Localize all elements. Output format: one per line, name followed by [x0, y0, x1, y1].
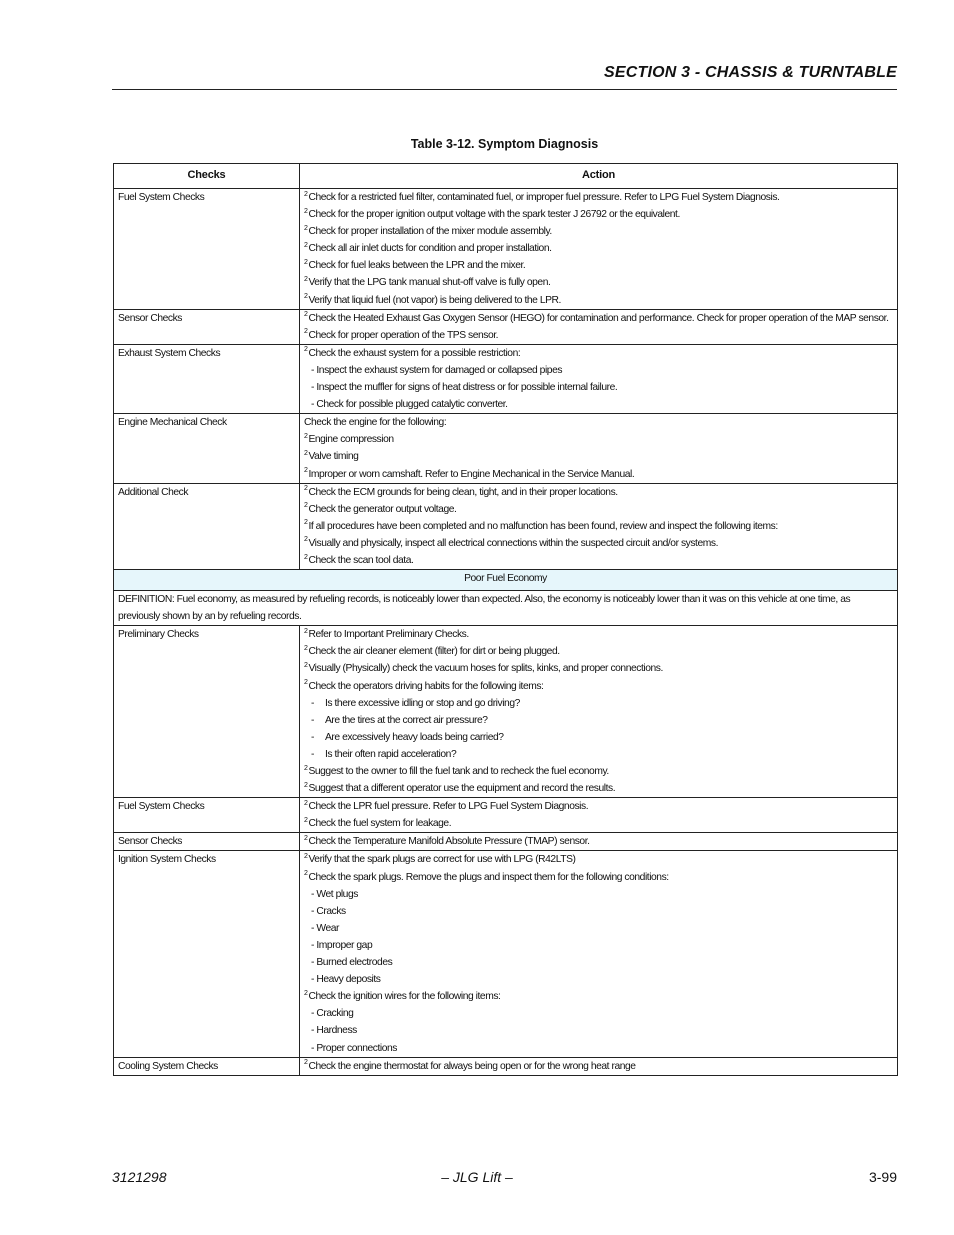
- table-row: [114, 189, 898, 310]
- action-line: [304, 712, 893, 729]
- action-line: [304, 206, 893, 223]
- action-line: [304, 223, 893, 240]
- action-text: Check for a restricted fuel filter, contaminated fuel, or improper fuel pressure. Refer to LPG Fuel System Diagnosis.: [308, 192, 780, 203]
- action-line: [304, 988, 893, 1005]
- action-line: [304, 971, 893, 988]
- bullet-marker: 2: [304, 870, 308, 878]
- action-text: - Burned electrodes: [311, 957, 393, 969]
- bullet-marker: 2: [304, 485, 308, 493]
- table-row: [114, 851, 898, 1057]
- action-cell: [300, 626, 898, 798]
- action-line: [304, 833, 893, 850]
- action-text: Are the tires at the correct air pressure?: [325, 714, 488, 726]
- dash-marker: -: [311, 714, 314, 726]
- bullet-marker: 2: [304, 224, 308, 232]
- action-line: [304, 327, 893, 344]
- poor-fuel-economy-section: [114, 570, 898, 626]
- action-text: Visually and physically, inspect all electrical connections within the suspected circuit and/or systems.: [308, 537, 718, 549]
- check-cell: Ignition System Checks: [114, 851, 300, 1057]
- bullet-marker: 2: [304, 311, 308, 319]
- action-text: Check the LPR fuel pressure. Refer to LPG Fuel System Diagnosis.: [308, 801, 589, 813]
- action-line: [304, 552, 893, 569]
- column-header-checks: Checks: [114, 164, 300, 189]
- bullet-marker: 2: [304, 276, 308, 284]
- action-line: [304, 448, 893, 465]
- action-text: Check for the proper ignition output voltage with the spark tester J 26792 or the equivalent.: [308, 209, 680, 221]
- action-line: [304, 678, 893, 695]
- action-text: Is their often rapid acceleration?: [325, 748, 457, 760]
- bullet-marker: 2: [304, 627, 308, 635]
- table-row: [114, 798, 898, 833]
- section-title: SECTION 3 - CHASSIS & TURNTABLE: [603, 64, 897, 81]
- action-text: Suggest to the owner to fill the fuel tank and to recheck the fuel economy.: [308, 766, 609, 777]
- table-banner-row: [114, 570, 898, 591]
- action-text: Check the Temperature Manifold Absolute Pressure (TMAP) sensor.: [308, 836, 590, 848]
- bullet-marker: 2: [304, 781, 308, 789]
- table-row: [114, 483, 898, 569]
- bullet-marker: 2: [304, 190, 308, 198]
- action-cell: [300, 344, 898, 413]
- check-cell: Sensor Checks: [114, 833, 300, 851]
- action-text: Suggest that a different operator use the equipment and record the results.: [308, 783, 616, 795]
- action-line: [304, 746, 893, 763]
- action-line: [304, 414, 893, 431]
- action-text: Improper or worn camshaft. Refer to Engine Mechanical in the Service Manual.: [308, 468, 635, 480]
- footer-doc-number: 3121298: [112, 1169, 167, 1185]
- definition-row: [114, 591, 898, 626]
- dash-marker: -: [311, 748, 314, 760]
- dash-marker: -: [311, 697, 314, 709]
- action-line: [304, 292, 893, 309]
- table-row: [114, 1057, 898, 1075]
- bullet-marker: 2: [304, 853, 308, 861]
- table-body-section-2: [114, 626, 898, 1075]
- footer-brand: – JLG Lift –: [441, 1169, 513, 1185]
- action-text: Check the engine for the following:: [304, 417, 447, 429]
- action-line: [304, 345, 893, 362]
- bullet-marker: 2: [304, 519, 308, 527]
- check-cell: Exhaust System Checks: [114, 344, 300, 413]
- action-text: Check the engine thermostat for always being open or for the wrong heat range: [308, 1060, 636, 1072]
- action-line: [304, 379, 893, 396]
- check-cell: Fuel System Checks: [114, 798, 300, 833]
- action-text: - Improper gap: [311, 939, 373, 951]
- action-text: - Cracks: [311, 905, 346, 917]
- action-text: Check the ignition wires for the following items:: [308, 991, 501, 1003]
- action-line: [304, 815, 893, 832]
- action-text: Check for proper operation of the TPS sensor.: [308, 329, 499, 341]
- check-cell: Engine Mechanical Check: [114, 414, 300, 483]
- action-cell: [300, 833, 898, 851]
- action-line: [304, 954, 893, 971]
- table-caption: Table 3-12. Symptom Diagnosis: [410, 137, 599, 151]
- action-text: Check the Heated Exhaust Gas Oxygen Sensor (HEGO) for contamination and performance. Check for proper operation of the MAP sensor.: [308, 312, 889, 324]
- bullet-marker: 2: [304, 502, 308, 510]
- bullet-marker: 2: [304, 1059, 308, 1067]
- bullet-marker: 2: [304, 644, 308, 652]
- action-line: [304, 1040, 893, 1057]
- symptom-diagnosis-table: [113, 163, 898, 1076]
- action-line: [304, 729, 893, 746]
- column-header-action: Action: [300, 164, 898, 189]
- action-line: [304, 643, 893, 660]
- action-line: [304, 1022, 893, 1039]
- check-cell: Additional Check: [114, 483, 300, 569]
- action-text: Check the air cleaner element (filter) for dirt or being plugged.: [308, 646, 560, 658]
- footer-page-number: 3-99: [868, 1169, 897, 1185]
- banner-poor-fuel-economy: Poor Fuel Economy: [114, 570, 898, 591]
- action-line: [304, 763, 893, 780]
- bullet-marker: 2: [304, 536, 308, 544]
- header-divider: [112, 89, 897, 90]
- table-row: [114, 344, 898, 413]
- action-text: Engine compression: [308, 434, 394, 446]
- bullet-marker: 2: [304, 679, 308, 687]
- check-cell: Cooling System Checks: [114, 1057, 300, 1075]
- action-text: Check the spark plugs. Remove the plugs and inspect them for the following conditions:: [308, 871, 669, 883]
- action-text: - Inspect the muffler for signs of heat distress or for possible internal failure.: [311, 382, 618, 394]
- action-text: - Heavy deposits: [311, 974, 381, 986]
- action-line: [304, 1058, 893, 1075]
- action-line: [304, 310, 893, 327]
- action-line: [304, 274, 893, 291]
- action-line: [304, 886, 893, 903]
- table-header-row: [114, 164, 898, 189]
- table-row: [114, 626, 898, 798]
- action-text: - Hardness: [311, 1025, 357, 1037]
- check-cell: Fuel System Checks: [114, 189, 300, 310]
- bullet-marker: 2: [304, 799, 308, 807]
- action-text: Check the fuel system for leakage.: [308, 818, 452, 830]
- action-cell: [300, 1057, 898, 1075]
- action-line: [304, 466, 893, 483]
- action-cell: [300, 309, 898, 344]
- bullet-marker: 2: [304, 989, 308, 997]
- action-line: [304, 431, 893, 448]
- action-line: [304, 626, 893, 643]
- action-text: Check the generator output voltage.: [308, 503, 457, 515]
- bullet-marker: 2: [304, 207, 308, 215]
- bullet-marker: 2: [304, 328, 308, 336]
- action-text: Check all air inlet ducts for condition and proper installation.: [308, 243, 552, 255]
- action-line: [304, 869, 893, 886]
- action-text: Check the exhaust system for a possible restriction:: [308, 347, 521, 359]
- bullet-marker: 2: [304, 346, 308, 354]
- action-line: [304, 396, 893, 413]
- action-text: Are excessively heavy loads being carried?: [325, 731, 504, 743]
- action-line: [304, 535, 893, 552]
- action-text: If all procedures have been completed and no malfunction has been found, review and inspect the following items:: [308, 520, 778, 532]
- action-line: [304, 501, 893, 518]
- action-cell: [300, 851, 898, 1057]
- action-text: - Proper connections: [311, 1042, 398, 1054]
- action-text: Check the scan tool data.: [308, 554, 414, 566]
- action-cell: [300, 798, 898, 833]
- bullet-marker: 2: [304, 293, 308, 301]
- action-line: [304, 240, 893, 257]
- dash-marker: -: [311, 731, 314, 743]
- action-text: - Cracking: [311, 1008, 354, 1020]
- action-text: Verify that the spark plugs are correct for use with LPG (R42LTS): [308, 854, 576, 866]
- action-line: [304, 920, 893, 937]
- bullet-marker: 2: [304, 834, 308, 842]
- action-line: [304, 1005, 893, 1022]
- bullet-marker: 2: [304, 553, 308, 561]
- action-cell: [300, 414, 898, 483]
- action-line: [304, 851, 893, 868]
- table-row: [114, 309, 898, 344]
- action-line: [304, 695, 893, 712]
- action-text: Check for fuel leaks between the LPR and the mixer.: [308, 260, 526, 272]
- action-text: Visually (Physically) check the vacuum hoses for splits, kinks, and proper connections.: [308, 663, 663, 675]
- action-line: [304, 362, 893, 379]
- action-text: Valve timing: [308, 451, 359, 463]
- action-line: [304, 518, 893, 535]
- action-cell: [300, 483, 898, 569]
- bullet-marker: 2: [304, 816, 308, 824]
- action-line: [304, 484, 893, 501]
- action-cell: [300, 189, 898, 310]
- action-line: [304, 937, 893, 954]
- table-body-section-1: [114, 189, 898, 570]
- bullet-marker: 2: [304, 241, 308, 249]
- action-text: Check for proper installation of the mixer module assembly.: [308, 226, 552, 238]
- action-text: Verify that the LPG tank manual shut-off valve is fully open.: [308, 277, 551, 289]
- action-text: Verify that liquid fuel (not vapor) is being delivered to the LPR.: [308, 294, 561, 306]
- check-cell: Sensor Checks: [114, 309, 300, 344]
- bullet-marker: 2: [304, 467, 308, 475]
- action-line: [304, 798, 893, 815]
- action-text: Check the ECM grounds for being clean, tight, and in their proper locations.: [308, 486, 618, 498]
- action-text: Refer to Important Preliminary Checks.: [308, 629, 469, 641]
- table-row: [114, 833, 898, 851]
- bullet-marker: 2: [304, 662, 308, 670]
- action-text: - Wear: [311, 922, 340, 934]
- action-text: - Inspect the exhaust system for damaged or collapsed pipes: [311, 364, 563, 376]
- action-text: - Wet plugs: [311, 888, 358, 900]
- bullet-marker: 2: [304, 432, 308, 440]
- definition-text: DEFINITION: Fuel economy, as measured by refueling records, is noticeably lower than expected. Also, the economy is noticeably lower than it was on this vehicle at one time, as previously shown by an by refueling records.: [114, 591, 898, 626]
- bullet-marker: 2: [304, 449, 308, 457]
- action-line: [304, 780, 893, 797]
- action-text: Is there excessive idling or stop and go driving?: [325, 697, 520, 709]
- table-row: [114, 414, 898, 483]
- action-line: [304, 660, 893, 677]
- bullet-marker: 2: [304, 764, 308, 772]
- action-line: [304, 903, 893, 920]
- action-text: Check the operators driving habits for the following items:: [308, 680, 544, 692]
- check-cell: Preliminary Checks: [114, 626, 300, 798]
- action-line: [304, 189, 893, 206]
- action-text: - Check for possible plugged catalytic converter.: [311, 399, 508, 411]
- action-line: [304, 257, 893, 274]
- bullet-marker: 2: [304, 258, 308, 266]
